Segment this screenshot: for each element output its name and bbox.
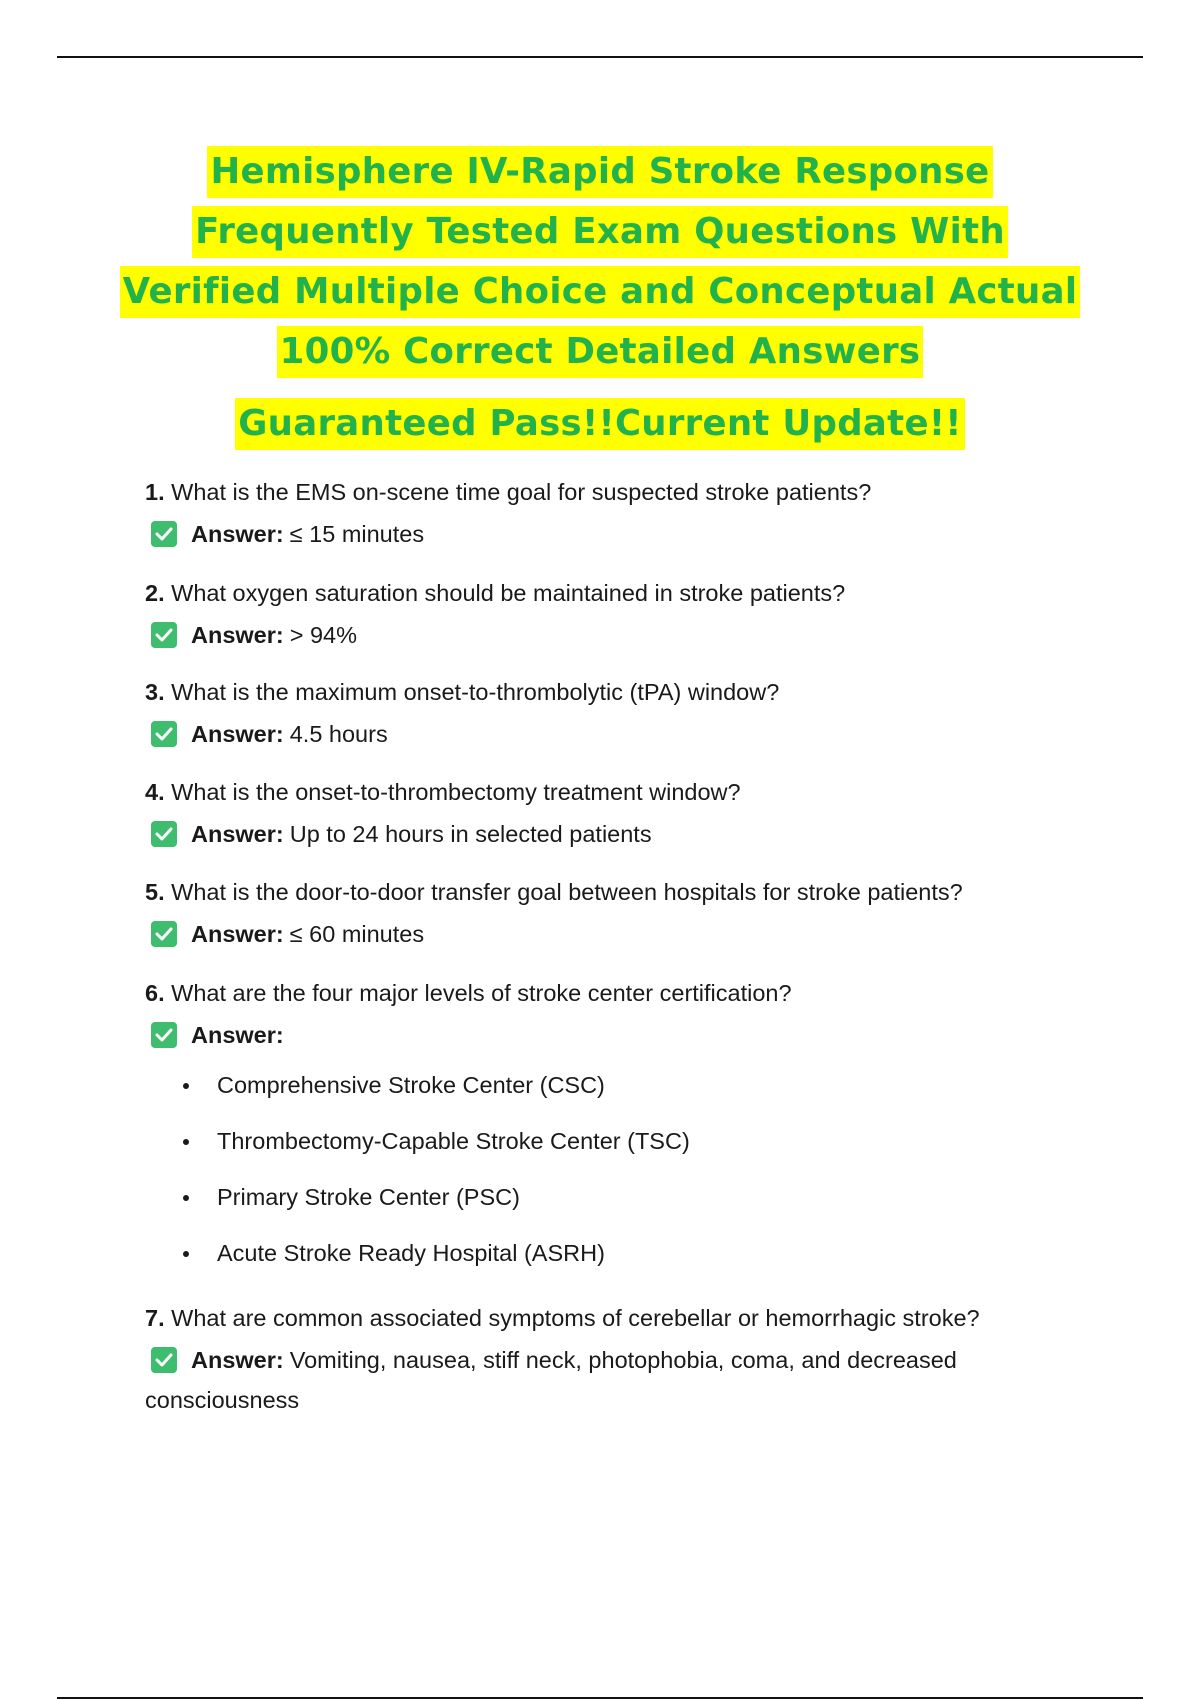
question-block-2: [145, 578, 1105, 650]
question-text: What is the onset-to-thrombectomy treatment window?: [171, 779, 741, 805]
document-subtitle: [100, 398, 1100, 450]
bottom-rule: [57, 1697, 1143, 1699]
bullet-icon: [183, 1251, 189, 1257]
title-line-3: Verified Multiple Choice and Conceptual Actual: [120, 266, 1081, 318]
answer-label: Answer:: [191, 821, 284, 847]
answer-label: Answer:: [191, 622, 284, 648]
answer-6: [151, 1020, 1105, 1050]
answer-label: Answer:: [191, 921, 284, 947]
list-item: Thrombectomy-Capable Stroke Center (TSC): [183, 1126, 1105, 1156]
question-3: [145, 677, 1105, 707]
title-line-4: 100% Correct Detailed Answers: [277, 326, 924, 378]
list-item: Acute Stroke Ready Hospital (ASRH): [183, 1238, 1105, 1268]
question-1: [145, 477, 1105, 507]
question-text: What oxygen saturation should be maintained in stroke patients?: [171, 580, 846, 606]
title-line-2: Frequently Tested Exam Questions With: [192, 206, 1008, 258]
checkmark-icon: [151, 721, 177, 747]
answer-3: [151, 719, 1105, 749]
top-rule: [57, 56, 1143, 58]
answer-text: 4.5 hours: [289, 721, 388, 747]
answer-text: ≤ 60 minutes: [289, 921, 425, 947]
title-line-1: Hemisphere IV-Rapid Stroke Response: [207, 146, 992, 198]
question-2: [145, 578, 1105, 608]
question-block-1: [145, 477, 1105, 549]
checkmark-icon: [151, 622, 177, 648]
answer-label: Answer:: [191, 721, 284, 747]
answer-2: [151, 620, 1105, 650]
answer-continuation: consciousness: [145, 1387, 300, 1413]
question-number: 3.: [145, 679, 165, 705]
bullet-icon: [183, 1083, 189, 1089]
question-block-5: [145, 877, 1105, 949]
list-item: Primary Stroke Center (PSC): [183, 1182, 1105, 1212]
question-text: What is the maximum onset-to-thrombolytic (tPA) window?: [171, 679, 780, 705]
checkmark-icon: [151, 1022, 177, 1048]
question-number: 6.: [145, 980, 165, 1006]
list-item: Comprehensive Stroke Center (CSC): [183, 1070, 1105, 1100]
answer-label: Answer:: [191, 521, 284, 547]
bullet-icon: [183, 1195, 189, 1201]
checkmark-icon: [151, 921, 177, 947]
question-text: What is the EMS on-scene time goal for suspected stroke patients?: [171, 479, 872, 505]
subtitle-text: Guaranteed Pass!!Current Update!!: [235, 398, 965, 450]
answer-text: Up to 24 hours in selected patients: [289, 821, 652, 847]
question-number: 4.: [145, 779, 165, 805]
question-5: [145, 877, 1105, 907]
question-text: What is the door-to-door transfer goal between hospitals for stroke patients?: [171, 879, 963, 905]
question-6: [145, 978, 1105, 1008]
answer-label: Answer:: [191, 1022, 284, 1048]
checkmark-icon: [151, 521, 177, 547]
document-title: [100, 146, 1100, 386]
answer-label: Answer:: [191, 1347, 284, 1373]
question-text: What are the four major levels of stroke center certification?: [171, 980, 792, 1006]
question-4: [145, 777, 1105, 807]
answer-text: > 94%: [289, 622, 358, 648]
question-number: 1.: [145, 479, 165, 505]
question-number: 2.: [145, 580, 165, 606]
answer-7: [151, 1345, 1105, 1375]
answer-1: [151, 519, 1105, 549]
checkmark-icon: [151, 1347, 177, 1373]
bullet-icon: [183, 1139, 189, 1145]
question-7: [145, 1303, 1105, 1333]
question-text: What are common associated symptoms of cerebellar or hemorrhagic stroke?: [171, 1305, 980, 1331]
question-block-4: [145, 777, 1105, 849]
checkmark-icon: [151, 821, 177, 847]
question-number: 7.: [145, 1305, 165, 1331]
certification-list: [183, 1070, 1105, 1268]
question-number: 5.: [145, 879, 165, 905]
answer-4: [151, 819, 1105, 849]
question-block-3: [145, 677, 1105, 749]
answer-5: [151, 919, 1105, 949]
question-block-6: [145, 978, 1105, 1294]
answer-text: Vomiting, nausea, stiff neck, photophobia, coma, and decreased: [289, 1347, 957, 1373]
answer-text: ≤ 15 minutes: [289, 521, 425, 547]
question-block-7: [145, 1303, 1105, 1415]
